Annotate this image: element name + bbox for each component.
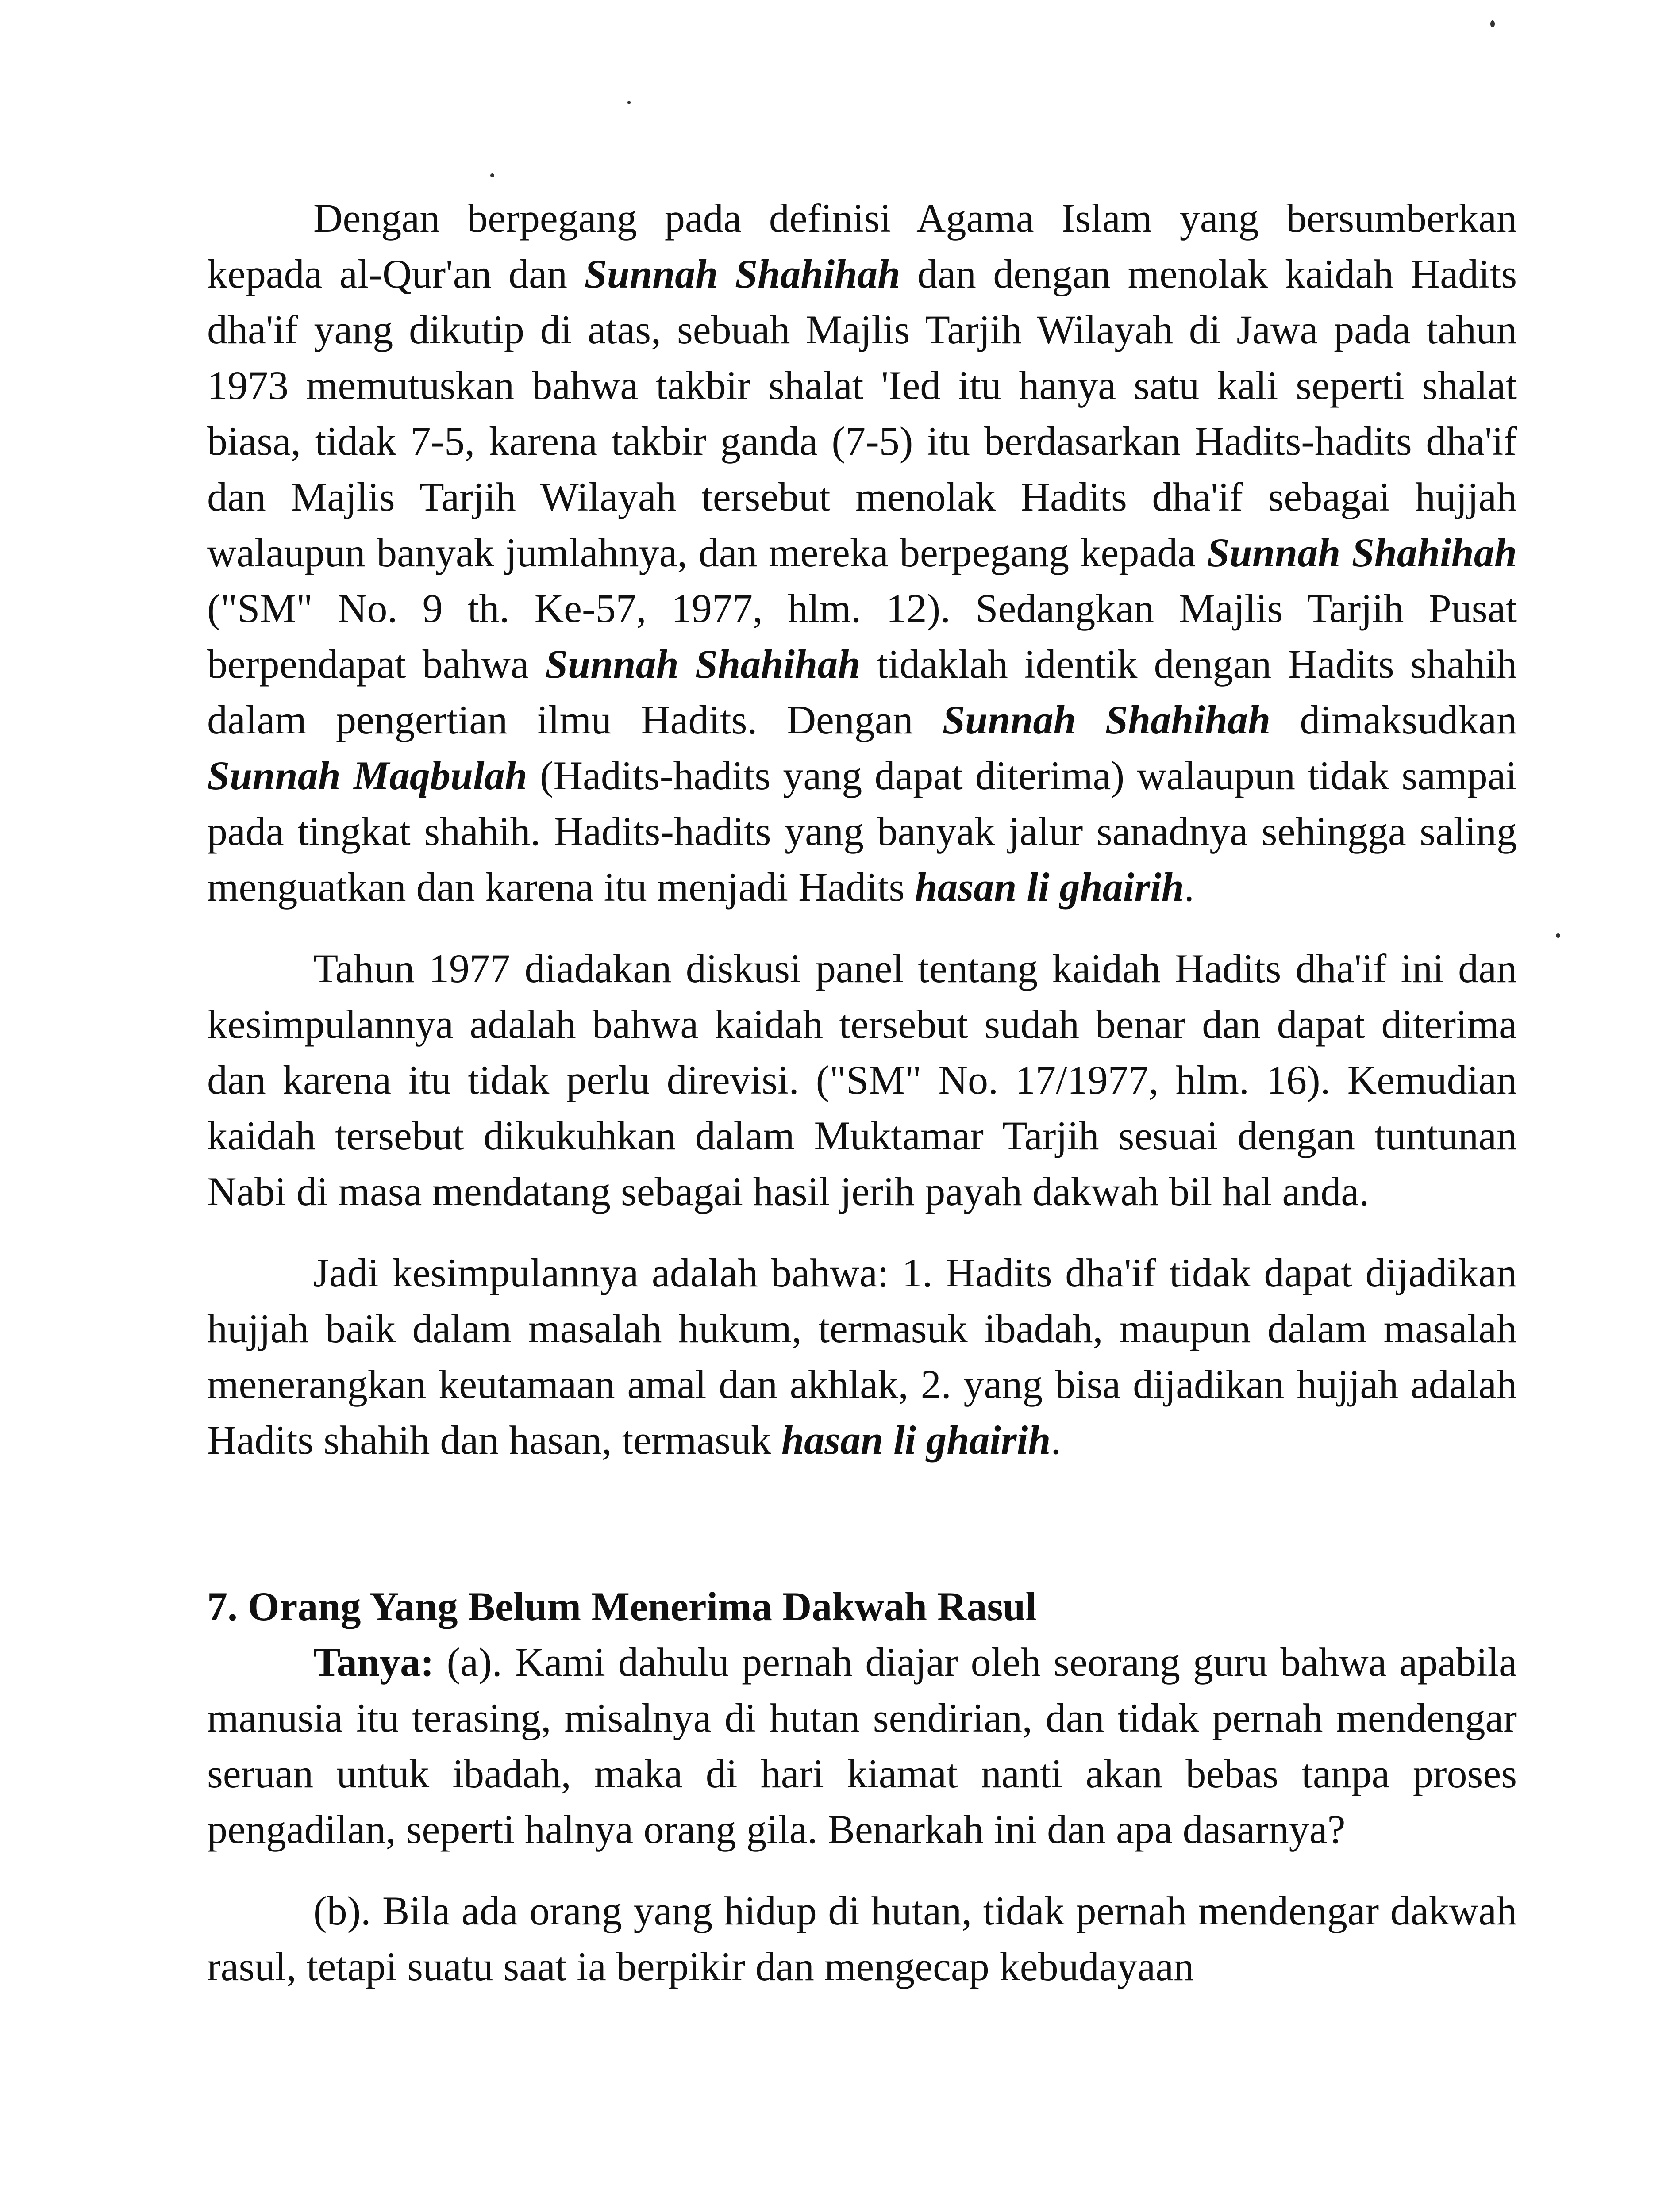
term-hasan-li-ghairih: hasan li ghairih (781, 1417, 1051, 1463)
scan-speck (1556, 933, 1560, 938)
scan-speck (1490, 20, 1495, 27)
paragraph-kesimpulan: Jadi kesimpulannya adalah bahwa: 1. Hadits dha'if tidak dapat dijadikan hujjah baik dalam masalah hukum, termasuk ibadah, maupun dalam masalah menerangkan keutamaan amal dan akhlak, 2. yang bisa dijadikan hujjah adalah Hadits shahih dan hasan, termasuk hasan li ghairih. (207, 1250, 1517, 1463)
question-b: (b). Bila ada orang yang hidup di hutan, tidak pernah mendengar dakwah rasul, tetapi suatu saat ia berpikir dan mengecap kebudayaan (207, 1888, 1517, 1989)
section-heading: 7. Orang Yang Belum Menerima Dakwah Rasul (207, 1584, 1037, 1629)
paragraph-diskusi-panel: Tahun 1977 diadakan diskusi panel tentang kaidah Hadits dha'if ini dan kesimpulannya adalah bahwa kaidah tersebut sudah benar dan dapat diterima dan karena itu tidak perlu direvisi. ("SM" No. 17/1977, hlm. 16). Kemudian kaidah tersebut dikukuhkan dalam Muktamar Tarjih sesuai dengan tuntunan Nabi di masa mendatang sebagai hasil jerih payah dakwah bil hal anda. (207, 946, 1517, 1214)
term-sunnah-shahihah: Sunnah Shahihah (584, 251, 900, 296)
paragraph-majlis-tarjih: Dengan berpegang pada definisi Agama Islam yang bersumberkan kepada al-Qur'an dan Sunnah Shahihah dan dengan menolak kaidah Hadits dha'if yang dikutip di atas, sebuah Majlis Tarjih Wilayah di Jawa pada tahun 1973 memutuskan bahwa takbir shalat 'Ied itu hanya satu kali seperti shalat biasa, tidak 7-5, karena takbir ganda (7-5) itu berdasarkan Hadits-hadits dha'if dan Majlis Tarjih Wilayah tersebut menolak Hadits dha'if sebagai hujjah walaupun banyak jumlahnya, dan mereka berpegang kepada Sunnah Shahihah ("SM" No. 9 th. Ke-57, 1977, hlm. 12). Sedangkan Majlis Tarjih Pusat berpendapat bahwa Sunnah Shahihah tidaklah identik dengan Hadits shahih dalam pengertian ilmu Hadits. Dengan Sunnah Shahihah dimaksudkan Sunnah Maqbulah (Hadits-hadits yang dapat diterima) walaupun tidak sampai pada tingkat shahih. Hadits-hadits yang banyak jalur sanadnya sehingga saling menguatkan dan karena itu menjadi Hadits hasan li ghairih. (207, 196, 1517, 910)
term-sunnah-maqbulah: Sunnah Maqbulah (207, 753, 527, 798)
term-sunnah-shahihah: Sunnah Shahihah (942, 697, 1271, 742)
term-sunnah-shahihah: Sunnah Shahihah (1207, 530, 1517, 575)
question-label: Tanya: (313, 1640, 434, 1685)
term-sunnah-shahihah: Sunnah Shahihah (545, 641, 861, 687)
question-a: Tanya: (a). Kami dahulu pernah diajar oleh seorang guru bahwa apabila manusia itu terasing, misalnya di hutan sendirian, dan tidak pernah mendengar seruan untuk ibadah, maka di hari kiamat nanti akan bebas tanpa proses pengadilan, seperti halnya orang gila. Benarkah ini dan apa dasarnya? (207, 1640, 1517, 1852)
page-body (207, 190, 1517, 1994)
term-hasan-li-ghairih: hasan li ghairih (915, 864, 1184, 910)
scan-speck (627, 101, 631, 104)
scan-speck (490, 173, 494, 177)
